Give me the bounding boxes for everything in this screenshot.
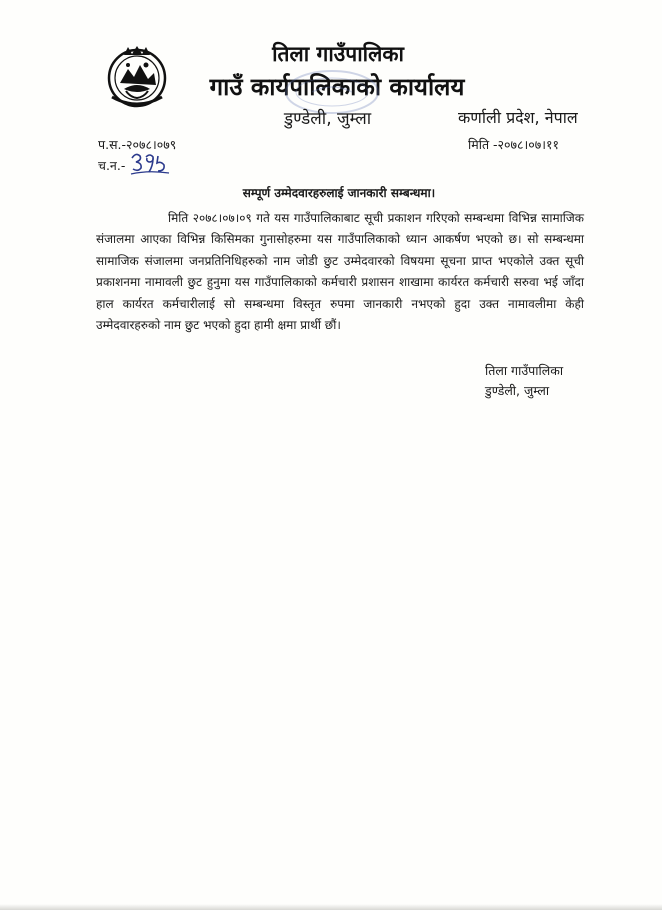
signoff-office: तिला गाउँपालिका <box>485 363 564 378</box>
scan-bottom-edge <box>0 904 662 910</box>
letter-date: मिति -२०७८।०७।११ <box>468 137 560 152</box>
province-label: कर्णाली प्रदेश, नेपाल <box>458 108 578 127</box>
letter-body <box>96 208 584 336</box>
office-name-line2: गाउँ कार्यपालिकाको कार्यालय <box>209 73 465 101</box>
reference-ps: प.स.-२०७८।०७९ <box>98 137 177 152</box>
letter-body-text: मिति २०७८।०७।०९ गते यस गाउँपालिकाबाट सूची प्रकाशन गरिएको सम्बन्धमा विभिन्न सामाजिक संजालमा आएका विभिन्न किसिमका गुनासोहरुमा यस गाउँपालिकाको ध्यान आकर्षण भएको छ। सो सम्बन्धमा सामाजिक संजालमा जनप्रतिनिधिहरुको नाम जोडी छुट उम्मेदवारको विषयमा सूचना प्राप्त भएकोले उक्त सूची प्रकाशनमा नामावली छुट हुनुमा यस गाउँपालिकाको कर्मचारी प्रशासन शाखामा कार्यरत कर्मचारी सरुवा भई जाँदा हाल कार्यरत कर्मचारीलाई सो सम्बन्धमा विस्तृत रुपमा जानकारी नभएको हुदा उक्त नामावलीमा केही उम्मेदवारहरुको नाम छुट भएको हुदा हामी क्षमा प्रार्थी छौं। <box>96 211 584 333</box>
handwritten-dispatch-number <box>130 150 170 176</box>
office-address: डुण्डेली, जुम्ला <box>284 109 372 129</box>
reference-cn-label: च.न.- <box>98 158 126 173</box>
letter-subject: सम्पूर्ण उम्मेदवारहरुलाई जानकारी सम्बन्धमा। <box>242 186 436 200</box>
signoff-address: डुण्डेली, जुम्ला <box>485 383 550 398</box>
office-name-line1: तिला गाउँपालिका <box>272 42 404 66</box>
